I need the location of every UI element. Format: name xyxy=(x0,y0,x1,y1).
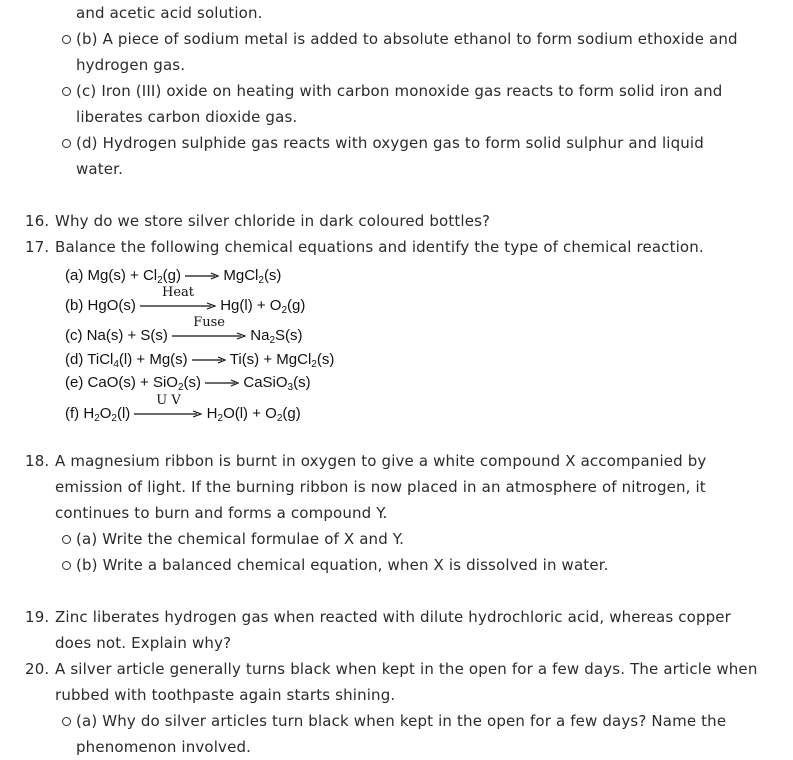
q20-line2: rubbed with toothpaste again starts shining. xyxy=(55,686,396,704)
equation-c: (c) Na(s) + S(s) Fuse $Na_2S(s)$ xyxy=(65,315,303,346)
q18-line1: A magnesium ribbon is burnt in oxygen to give a white compound X accompanied by xyxy=(55,452,707,470)
q18-b: (b) Write a balanced chemical equation, when X is dissolved in water. xyxy=(76,556,609,574)
q19-number: 19. xyxy=(25,608,50,626)
condition-label: Fuse xyxy=(193,315,225,330)
q16-text: Why do we store silver chloride in dark coloured bottles? xyxy=(55,212,491,230)
equation-f: (f) $H_2O_2(l)$ U V $H_2O(l) + O_2(g)$ xyxy=(65,393,301,424)
q15-d-line2: water. xyxy=(76,160,124,178)
q16-number: 16. xyxy=(25,212,50,230)
q15-c-line2: liberates carbon dioxide gas. xyxy=(76,108,298,126)
q19-line1: Zinc liberates hydrogen gas when reacted with dilute hydrochloric acid, whereas copper xyxy=(55,608,731,626)
q18-line3: continues to burn and forms a compound Y. xyxy=(55,504,388,522)
q20-line1: A silver article generally turns black when kept in the open for a few days. The article when xyxy=(55,660,758,678)
reaction-arrow-icon xyxy=(172,331,246,341)
q15-d-line1: (d) Hydrogen sulphide gas reacts with oxygen gas to form solid sulphur and liquid xyxy=(76,134,704,152)
q20-number: 20. xyxy=(25,660,50,678)
equation-a: (a) $Mg(s) + Cl_2(g)$ MgCl$_2$(s) xyxy=(65,267,282,286)
q15-cont-line: and acetic acid solution. xyxy=(76,4,263,22)
q20-a-line2: phenomenon involved. xyxy=(76,738,252,756)
reaction-arrow-icon xyxy=(134,409,202,419)
equation-b: (b) HgO(s) Heat $Hg(l) + O_2(g)$ xyxy=(65,285,306,316)
q18-a: (a) Write the chemical formulae of X and Y. xyxy=(76,530,404,548)
bullet-icon xyxy=(62,717,71,726)
bullet-icon xyxy=(62,87,71,96)
q17-number: 17. xyxy=(25,238,50,256)
equation-d: (d) TiCl$_4$(l) + Mg(s) Ti(s) + MgCl$_2$(s) xyxy=(65,351,335,370)
reaction-arrow-icon xyxy=(192,356,226,364)
q18-number: 18. xyxy=(25,452,50,470)
reaction-arrow-icon xyxy=(205,379,239,387)
q20-a-line1: (a) Why do silver articles turn black when kept in the open for a few days? Name the xyxy=(76,712,727,730)
reaction-arrow-icon xyxy=(140,301,216,311)
bullet-icon xyxy=(62,535,71,544)
q15-b-line2: hydrogen gas. xyxy=(76,56,186,74)
q19-line2: does not. Explain why? xyxy=(55,634,232,652)
bullet-icon xyxy=(62,35,71,44)
bullet-icon xyxy=(62,561,71,570)
condition-label: U V xyxy=(156,393,181,408)
condition-label: Heat xyxy=(162,285,195,300)
q15-c-line1: (c) Iron (III) oxide on heating with carbon monoxide gas reacts to form solid iron and xyxy=(76,82,723,100)
bullet-icon xyxy=(62,139,71,148)
reaction-arrow-icon xyxy=(185,272,219,280)
q18-line2: emission of light. If the burning ribbon is now placed in an atmosphere of nitrogen, it xyxy=(55,478,706,496)
q17-text: Balance the following chemical equations and identify the type of chemical reaction. xyxy=(55,238,704,256)
equation-e: (e) CaO(s) + SiO$_2$(s) CaSiO$_3$(s) xyxy=(65,374,311,393)
q15-b-line1: (b) A piece of sodium metal is added to absolute ethanol to form sodium ethoxide and xyxy=(76,30,738,48)
